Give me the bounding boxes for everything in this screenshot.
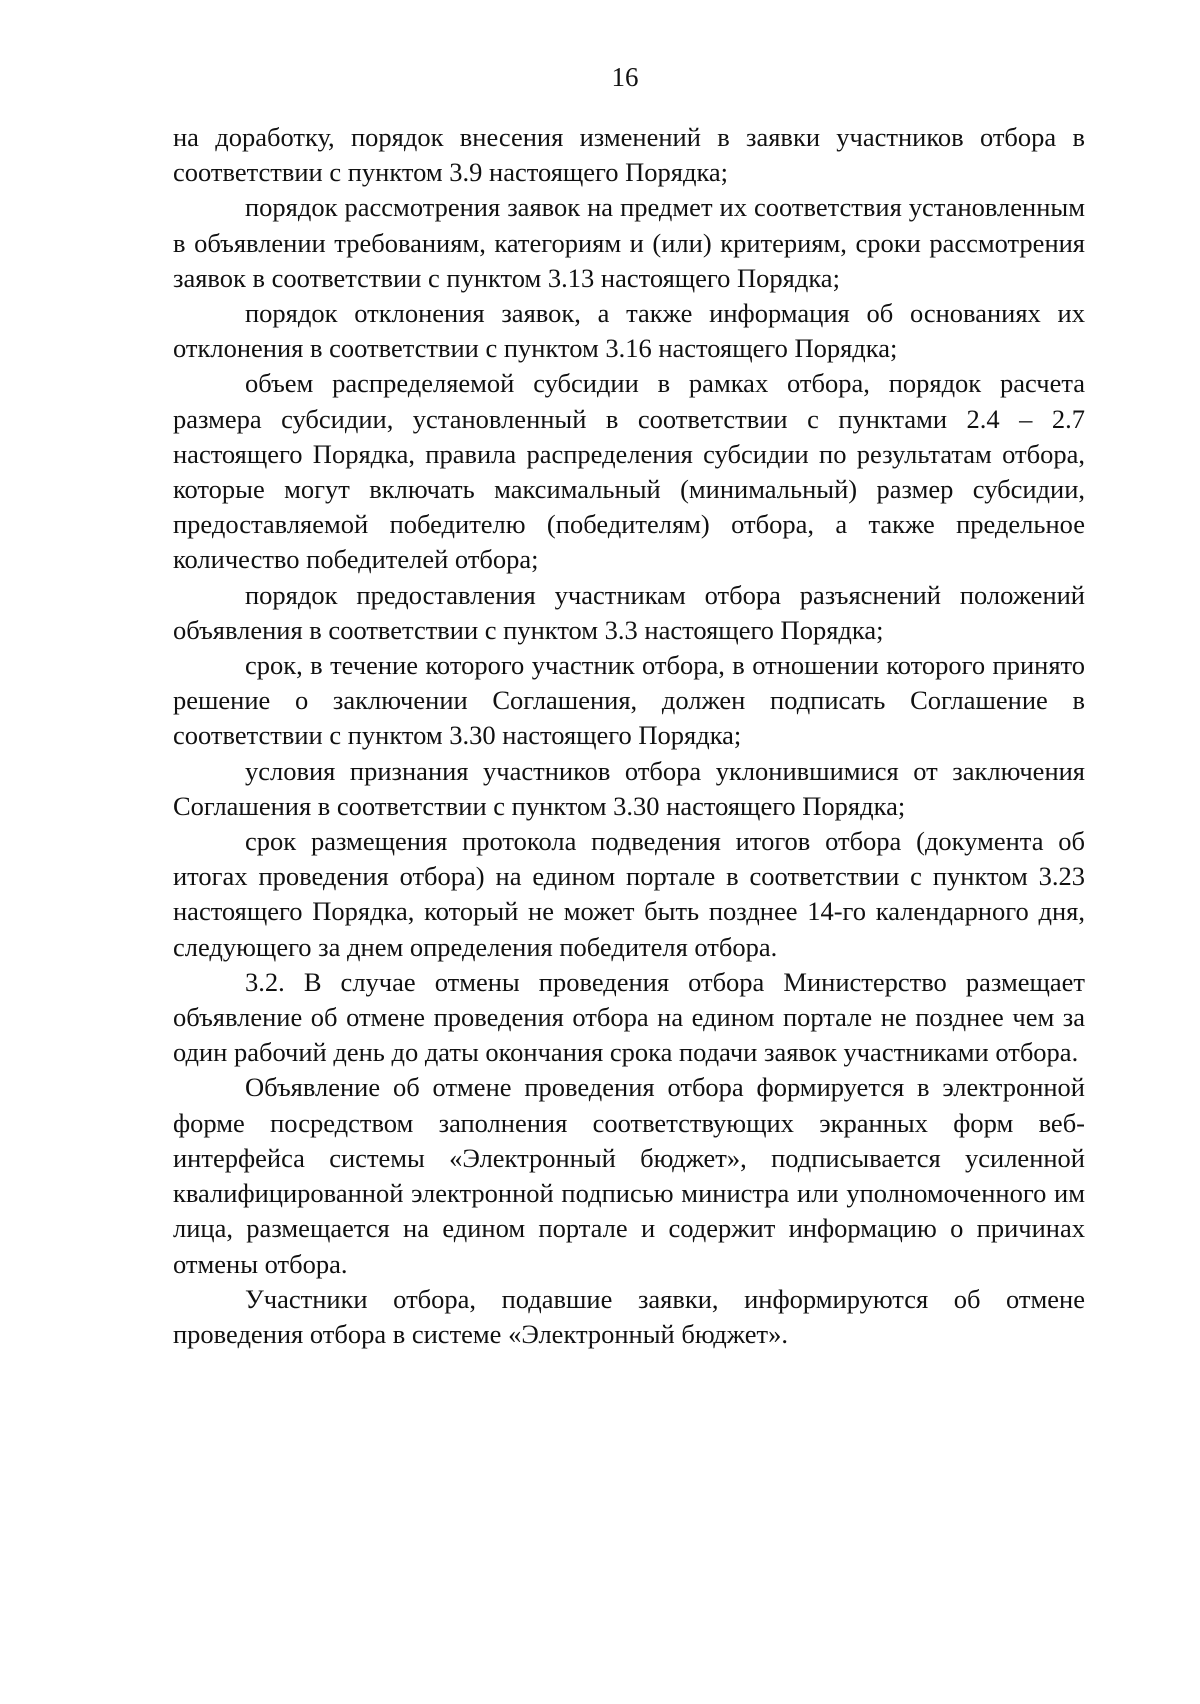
paragraph: условия признания участников отбора уклонившимися от заключения Соглашения в соответствии с пунктом 3.30 настоящего Порядка; xyxy=(173,755,1085,821)
paragraph: 3.2. В случае отмены проведения отбора Министерство размещает объявление об отмене проведения отбора на едином портале не позднее чем за один рабочий день до даты окончания срока подачи заявок участниками отбора. xyxy=(173,966,1085,1068)
paragraph: порядок отклонения заявок, а также информация об основаниях их отклонения в соответствии с пунктом 3.16 настоящего Порядка; xyxy=(173,298,1085,364)
paragraph: порядок предоставления участникам отбора разъяснений положений объявления в соответствии с пунктом 3.3 настоящего Порядка; xyxy=(173,579,1085,645)
document-body xyxy=(173,120,1085,1352)
paragraph: срок, в течение которого участник отбора, в отношении которого принято решение о заключении Соглашения, должен подписать Соглашение в соответствии с пунктом 3.30 настоящего Порядка; xyxy=(173,650,1085,751)
paragraph: Объявление об отмене проведения отбора формируется в электронной форме посредством заполнения соответствующих экранных форм веб-интерфейса системы «Электронный бюджет», подписывается усиленной квалифицированной электронной подписью министра или уполномоченного им лица, размещается на едином портале и содержит информацию о причинах отмены отбора. xyxy=(173,1072,1085,1279)
page-number: 16 xyxy=(611,62,639,92)
paragraph: объем распределяемой субсидии в рамках отбора, порядок расчета размера субсидии, установленный в соответствии с пунктами 2.4 – 2.7 настоящего Порядка, правила распределения субсидии по результатам отбора, которые могут включать максимальный (минимальный) размер субсидии, предоставляемой победителю (победителям) отбора, а также предельное количество победителей отбора; xyxy=(173,368,1085,575)
paragraph: порядок рассмотрения заявок на предмет их соответствия установленным в объявлении требованиям, категориям и (или) критериям, сроки рассмотрения заявок в соответствии с пунктом 3.13 настоящего Порядка; xyxy=(173,192,1085,293)
paragraph-continuation: на доработку, порядок внесения изменений в заявки участников отбора в соответствии с пунктом 3.9 настоящего Порядка; xyxy=(173,122,1085,188)
paragraph: срок размещения протокола подведения итогов отбора (документа об итогах проведения отбора) на едином портале в соответствии с пунктом 3.23 настоящего Порядка, который не может быть позднее 14-го календарного дня, следующего за днем определения победителя отбора. xyxy=(173,826,1085,962)
paragraph: Участники отбора, подавшие заявки, информируются об отмене проведения отбора в системе «Электронный бюджет». xyxy=(173,1283,1085,1349)
